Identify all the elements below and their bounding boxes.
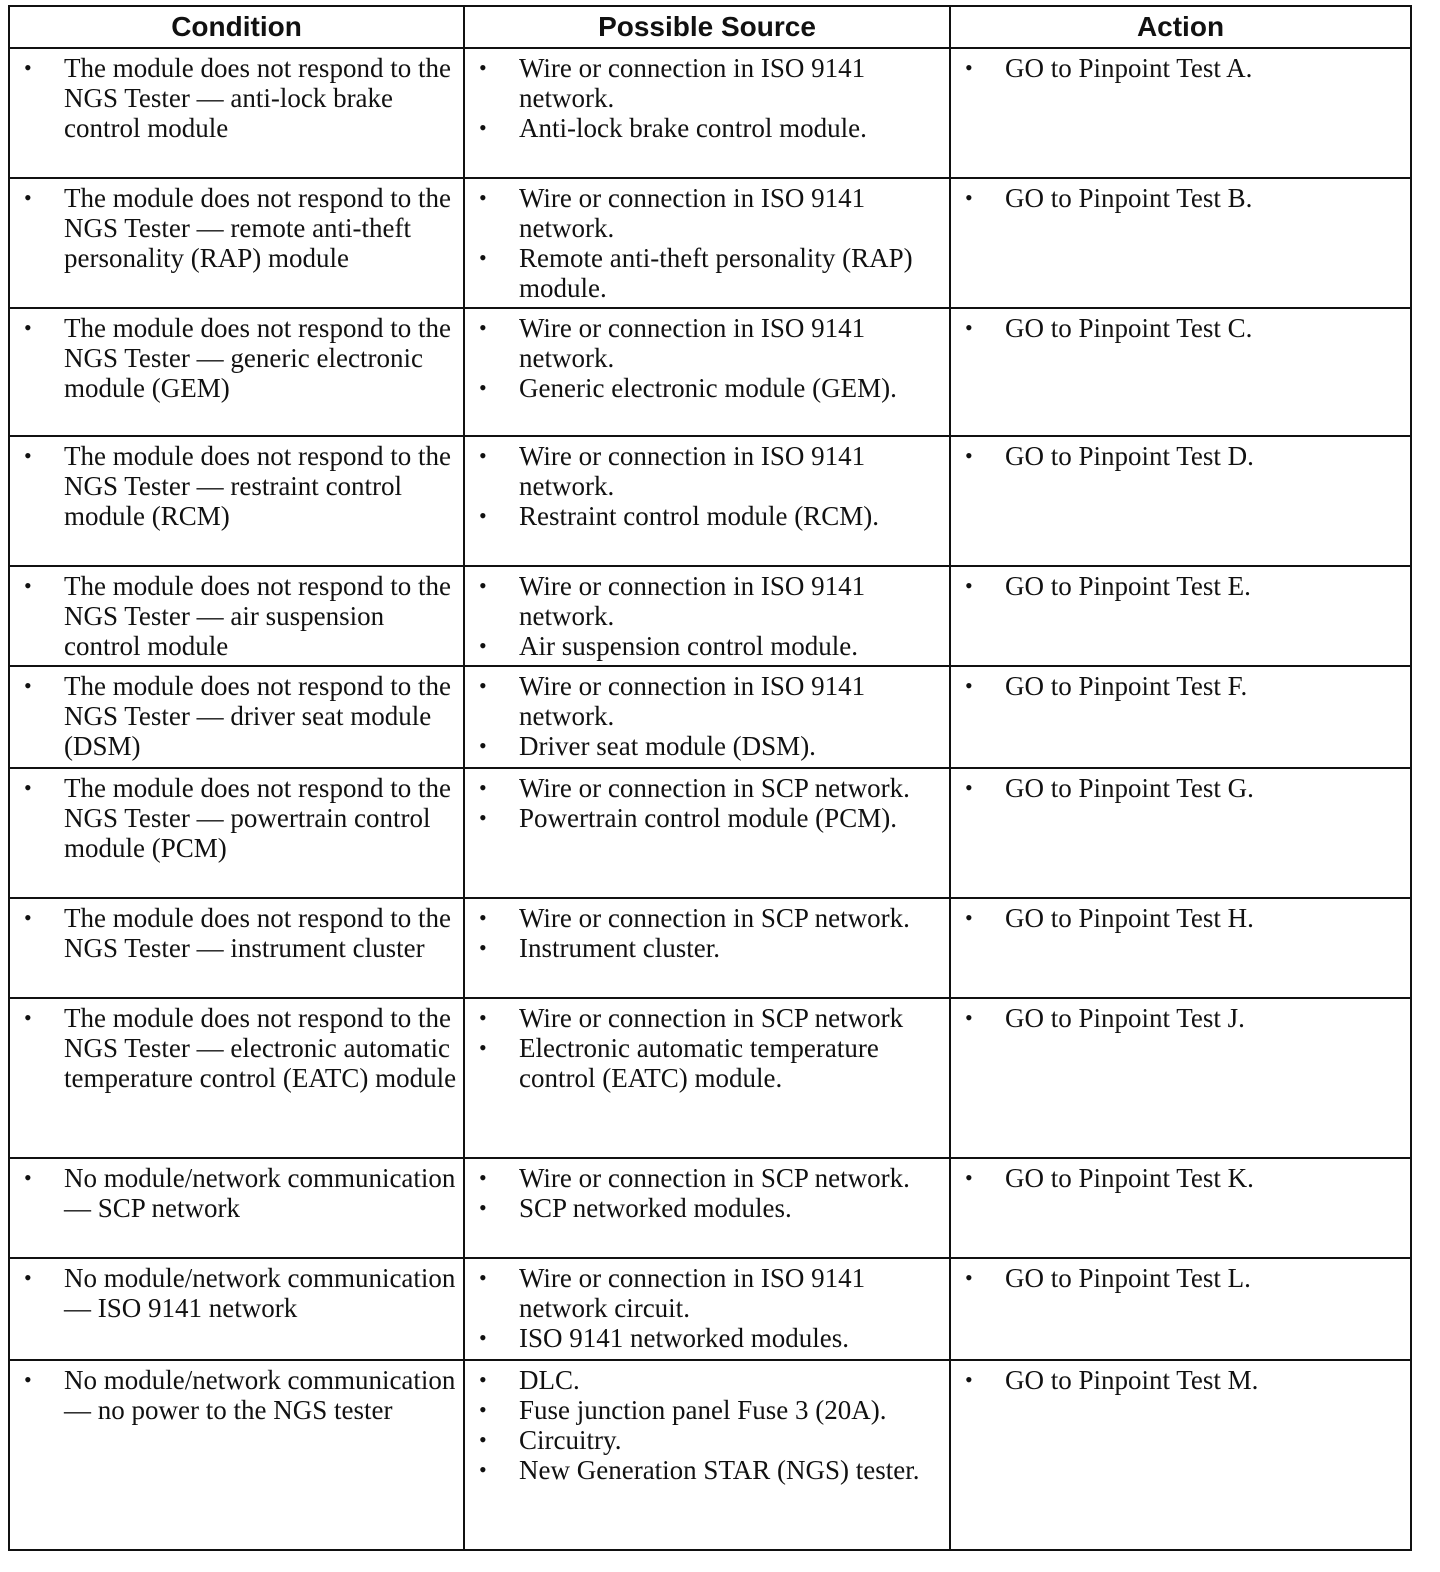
list-item: • New Generation STAR (NGS) tester. xyxy=(475,1455,943,1485)
possible-source-cell-list xyxy=(475,183,943,303)
action-cell xyxy=(950,898,1411,998)
list-item: • GO to Pinpoint Test A. xyxy=(961,53,1404,83)
header-action: Action xyxy=(950,6,1411,48)
list-item: • The module does not respond to the NGS Tester — instrument cluster xyxy=(20,903,457,963)
condition-cell xyxy=(9,666,464,768)
condition-cell xyxy=(9,308,464,436)
possible-source-cell xyxy=(464,1258,950,1360)
list-item: • Air suspension control module. xyxy=(475,631,943,661)
list-item: • DLC. xyxy=(475,1365,943,1395)
table-row xyxy=(9,48,1411,178)
condition-cell xyxy=(9,1360,464,1550)
condition-cell xyxy=(9,436,464,566)
possible-source-cell xyxy=(464,178,950,308)
table-row xyxy=(9,768,1411,898)
action-cell-list xyxy=(961,773,1404,803)
list-item: • Wire or connection in SCP network. xyxy=(475,1163,943,1193)
possible-source-cell xyxy=(464,998,950,1158)
condition-cell-list xyxy=(20,53,457,143)
condition-cell xyxy=(9,998,464,1158)
possible-source-cell-list xyxy=(475,571,943,661)
list-item: • The module does not respond to the NGS Tester — remote anti-theft personality (RAP) module xyxy=(20,183,457,273)
condition-cell-list xyxy=(20,1003,457,1093)
possible-source-cell xyxy=(464,1158,950,1258)
table-row xyxy=(9,666,1411,768)
list-item: • Wire or connection in ISO 9141 network. xyxy=(475,671,943,731)
possible-source-cell-list xyxy=(475,53,943,143)
condition-cell xyxy=(9,48,464,178)
condition-cell xyxy=(9,1258,464,1360)
list-item: • The module does not respond to the NGS Tester — powertrain control module (PCM) xyxy=(20,773,457,863)
possible-source-cell xyxy=(464,768,950,898)
condition-cell-list xyxy=(20,313,457,403)
condition-cell-list xyxy=(20,441,457,531)
possible-source-cell-list xyxy=(475,1365,943,1485)
list-item: • Wire or connection in SCP network. xyxy=(475,773,943,803)
list-item: • No module/network communication — ISO 9141 network xyxy=(20,1263,457,1323)
table-row xyxy=(9,436,1411,566)
list-item: • Wire or connection in ISO 9141 network. xyxy=(475,53,943,113)
action-cell xyxy=(950,1258,1411,1360)
list-item: • GO to Pinpoint Test F. xyxy=(961,671,1404,701)
table-row xyxy=(9,898,1411,998)
list-item: • GO to Pinpoint Test J. xyxy=(961,1003,1404,1033)
action-cell-list xyxy=(961,671,1404,701)
list-item: • Wire or connection in SCP network. xyxy=(475,903,943,933)
table-row xyxy=(9,178,1411,308)
action-cell xyxy=(950,768,1411,898)
list-item: • The module does not respond to the NGS Tester — restraint control module (RCM) xyxy=(20,441,457,531)
action-cell-list xyxy=(961,1003,1404,1033)
action-cell-list xyxy=(961,571,1404,601)
header-possible-source: Possible Source xyxy=(464,6,950,48)
action-cell xyxy=(950,308,1411,436)
action-cell xyxy=(950,178,1411,308)
possible-source-cell-list xyxy=(475,1163,943,1223)
diagnostic-table xyxy=(8,5,1412,1551)
list-item: • GO to Pinpoint Test B. xyxy=(961,183,1404,213)
action-cell xyxy=(950,666,1411,768)
list-item: • Wire or connection in ISO 9141 network circuit. xyxy=(475,1263,943,1323)
possible-source-cell xyxy=(464,1360,950,1550)
action-cell-list xyxy=(961,1263,1404,1293)
possible-source-cell xyxy=(464,666,950,768)
action-cell-list xyxy=(961,1163,1404,1193)
list-item: • GO to Pinpoint Test E. xyxy=(961,571,1404,601)
condition-cell-list xyxy=(20,1163,457,1223)
condition-cell-list xyxy=(20,773,457,863)
list-item: • No module/network communication — SCP network xyxy=(20,1163,457,1223)
list-item: • Instrument cluster. xyxy=(475,933,943,963)
action-cell xyxy=(950,1360,1411,1550)
list-item: • Electronic automatic temperature control (EATC) module. xyxy=(475,1033,943,1093)
list-item: • Wire or connection in ISO 9141 network. xyxy=(475,183,943,243)
action-cell-list xyxy=(961,53,1404,83)
list-item: • The module does not respond to the NGS Tester — air suspension control module xyxy=(20,571,457,661)
condition-cell-list xyxy=(20,1365,457,1425)
condition-cell xyxy=(9,1158,464,1258)
action-cell xyxy=(950,48,1411,178)
list-item: • Anti-lock brake control module. xyxy=(475,113,943,143)
action-cell xyxy=(950,436,1411,566)
list-item: • Wire or connection in ISO 9141 network. xyxy=(475,441,943,501)
condition-cell xyxy=(9,178,464,308)
list-item: • Powertrain control module (PCM). xyxy=(475,803,943,833)
header-row xyxy=(9,6,1411,48)
condition-cell xyxy=(9,566,464,666)
table-row xyxy=(9,1158,1411,1258)
list-item: • GO to Pinpoint Test K. xyxy=(961,1163,1404,1193)
possible-source-cell-list xyxy=(475,313,943,403)
condition-cell-list xyxy=(20,671,457,761)
possible-source-cell xyxy=(464,566,950,666)
list-item: • GO to Pinpoint Test H. xyxy=(961,903,1404,933)
list-item: • Wire or connection in ISO 9141 network. xyxy=(475,571,943,631)
possible-source-cell xyxy=(464,308,950,436)
header-condition: Condition xyxy=(9,6,464,48)
list-item: • The module does not respond to the NGS Tester — electronic automatic temperature control (EATC) module xyxy=(20,1003,457,1093)
possible-source-cell-list xyxy=(475,671,943,761)
list-item: • Wire or connection in ISO 9141 network. xyxy=(475,313,943,373)
possible-source-cell-list xyxy=(475,1003,943,1093)
list-item: • Restraint control module (RCM). xyxy=(475,501,943,531)
possible-source-cell xyxy=(464,48,950,178)
action-cell xyxy=(950,566,1411,666)
list-item: • Wire or connection in SCP network xyxy=(475,1003,943,1033)
action-cell-list xyxy=(961,441,1404,471)
condition-cell-list xyxy=(20,1263,457,1323)
list-item: • GO to Pinpoint Test M. xyxy=(961,1365,1404,1395)
condition-cell-list xyxy=(20,571,457,661)
table-row xyxy=(9,1258,1411,1360)
table-body xyxy=(9,48,1411,1550)
condition-cell xyxy=(9,898,464,998)
table-row xyxy=(9,308,1411,436)
action-cell-list xyxy=(961,313,1404,343)
list-item: • Remote anti-theft personality (RAP) module. xyxy=(475,243,943,303)
list-item: • GO to Pinpoint Test C. xyxy=(961,313,1404,343)
list-item: • GO to Pinpoint Test L. xyxy=(961,1263,1404,1293)
possible-source-cell-list xyxy=(475,1263,943,1353)
action-cell-list xyxy=(961,903,1404,933)
action-cell-list xyxy=(961,1365,1404,1395)
list-item: • Fuse junction panel Fuse 3 (20A). xyxy=(475,1395,943,1425)
list-item: • The module does not respond to the NGS Tester — driver seat module (DSM) xyxy=(20,671,457,761)
list-item: • The module does not respond to the NGS Tester — anti-lock brake control module xyxy=(20,53,457,143)
list-item: • The module does not respond to the NGS Tester — generic electronic module (GEM) xyxy=(20,313,457,403)
possible-source-cell-list xyxy=(475,773,943,833)
condition-cell-list xyxy=(20,903,457,963)
table-row xyxy=(9,998,1411,1158)
possible-source-cell-list xyxy=(475,903,943,963)
action-cell-list xyxy=(961,183,1404,213)
condition-cell xyxy=(9,768,464,898)
condition-cell-list xyxy=(20,183,457,273)
list-item: • SCP networked modules. xyxy=(475,1193,943,1223)
list-item: • Circuitry. xyxy=(475,1425,943,1455)
list-item: • No module/network communication — no power to the NGS tester xyxy=(20,1365,457,1425)
action-cell xyxy=(950,998,1411,1158)
action-cell xyxy=(950,1158,1411,1258)
table-row xyxy=(9,566,1411,666)
possible-source-cell xyxy=(464,436,950,566)
possible-source-cell-list xyxy=(475,441,943,531)
possible-source-cell xyxy=(464,898,950,998)
list-item: • GO to Pinpoint Test D. xyxy=(961,441,1404,471)
list-item: • ISO 9141 networked modules. xyxy=(475,1323,943,1353)
list-item: • Generic electronic module (GEM). xyxy=(475,373,943,403)
list-item: • Driver seat module (DSM). xyxy=(475,731,943,761)
list-item: • GO to Pinpoint Test G. xyxy=(961,773,1404,803)
table-row xyxy=(9,1360,1411,1550)
